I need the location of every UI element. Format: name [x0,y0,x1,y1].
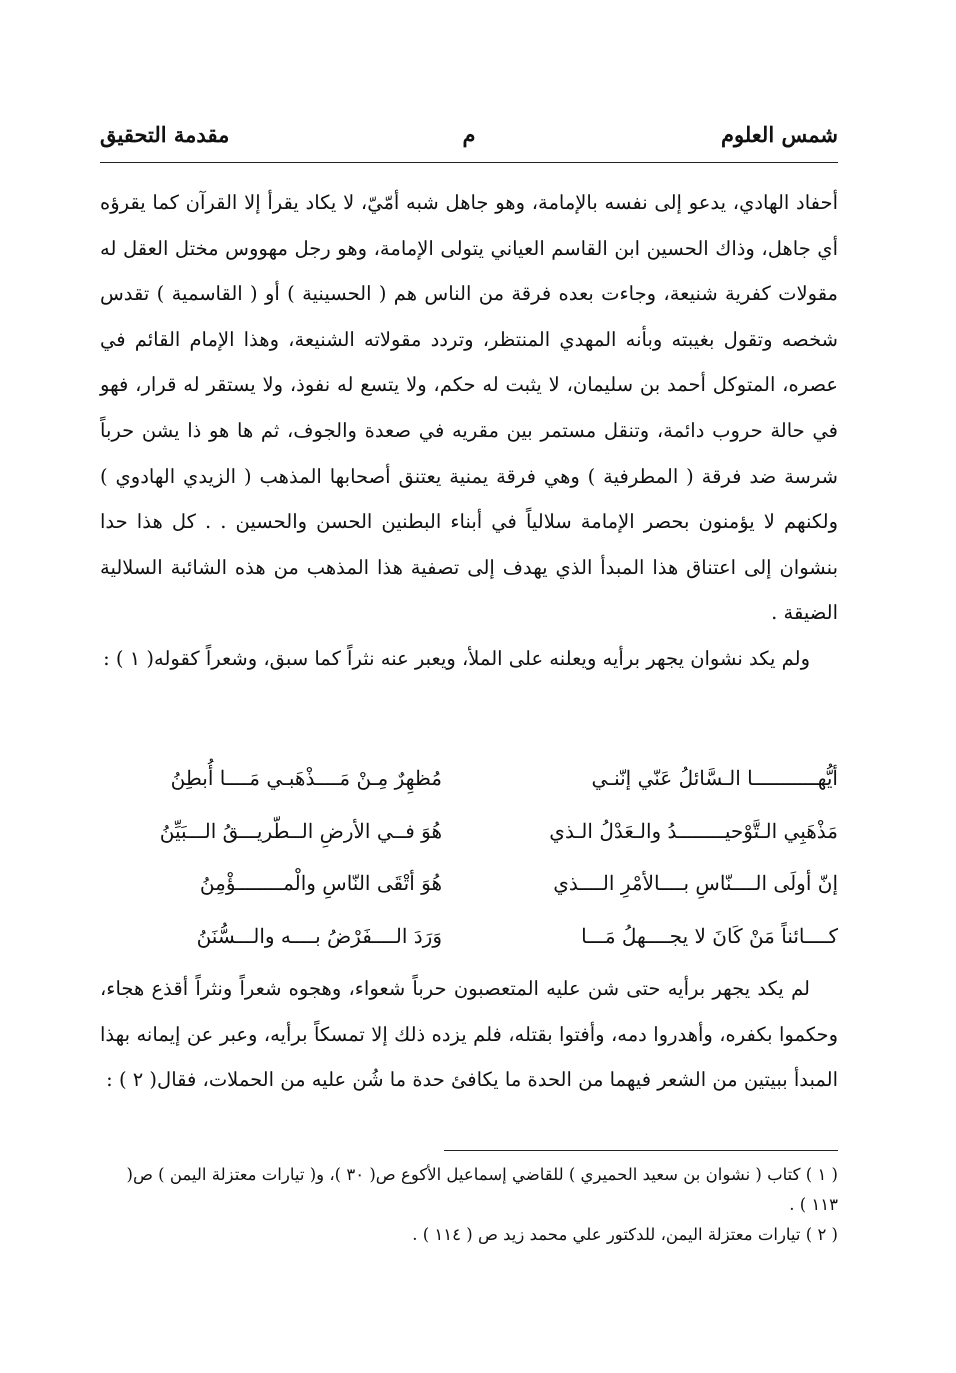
poem-verse [100,805,838,858]
main-text [100,180,838,682]
poem-verse [100,857,838,910]
header-divider [100,162,838,163]
poem-verse [100,910,838,963]
verse-first-hemistich: إنّ أولَى الــــنّاسِ بــــالأمْرِ الــــذي [553,871,838,895]
paragraph: لم يكد يجهر برأيه حتى شن عليه المتعصبون حرباً شعواء، وهجوه شعراً ونثراً أقذع هجاء، وحكموا بكفره، وأهدروا دمه، وأفتوا بقتله، فلم يزده ذلك إلا تمسكاً برأيه، وعبر عن إيمانه بهذا المبدأ ببيتين من الشعر فيهما من الحدة ما يكافئ حدة ما شُن عليه من الحملات، فقال( ٢ ) : [100,977,838,1092]
verse-first-hemistich: كــــائناً مَنْ كَانَ لا يجــــهلُ مَـــا [581,923,838,948]
verse-first-hemistich: مَذْهَبِي الـتَّوْحيــــــــدُ والـعَدْلُ الـذي [549,818,838,843]
paragraph: ولم يكد نشوان يجهر برأيه ويعلنه على الملأ، ويعبر عنه نثراً كما سبق، وشعراً كقوله( ١ ) : [103,646,810,670]
main-text-continued [100,966,838,1103]
footnote: ( ١ ) كتاب ( نشوان بن سعيد الحميري ) للقاضي إسماعيل الأكوع ص( ٣٠ )، و( تيارات معتزلة اليمن ) ص( ١١٣ ) . [126,1165,838,1214]
verse-first-hemistich: أيُّهـــــــــــا الـسَّائلُ عَنّي إنّنـي [591,766,838,790]
verse-second-hemistich: هُوَ أتْقَى النّاسِ والْمــــــــؤْمِنُ [199,871,442,895]
poem [100,752,838,962]
page-number: م [462,122,476,147]
running-header [100,116,838,156]
section-title: مقدمة التحقيق [100,122,230,147]
footnote-divider [444,1150,838,1151]
verse-second-hemistich: هُوَ فــي الأرضِ الــطّريـــقُ الـــبَيِّنُ [159,818,442,843]
paragraph: أحفاد الهادي، يدعو إلى نفسه بالإمامة، وهو جاهل شبه أمّيّ، لا يكاد يقرأ إلا القرآن كما يقرؤه أي جاهل، وذاك الحسين ابن القاسم العياني يتولى الإمامة، وهو رجل مهووس مختل العقل له مقولات كفرية شنيعة، وجاءت بعده فرقة من الناس هم ( الحسينية ) أو ( القاسمية ) تقدس شخصه وتقول بغيبته وبأنه المهدي المنتظر، وتردد مقولاته الشنيعة، وهذا الإمام القائم في عصره، المتوكل أحمد بن سليمان، لا يثبت له حكم، ولا يتسع له نفوذ، ولا يستقر له قرار، فهو في حالة حروب دائمة، وتنقل مستمر بين مقريه في صعدة والجوف، ثم ها هو ذا يشن حرباً شرسة ضد فرقة ( المطرفية ) وهي فرقة يمنية يعتنق أصحابها المذهب ( الزيدي الهادوي ) ولكنهم لا يؤمنون بحصر الإمامة سلالياً في أبناء البطنين الحسن والحسين . . كل هذا حدا بنشوان إلى اعتناق هذا المبدأ الذي يهدف إلى تصفية هذا المذهب من هذه الشائبة السلالية الضيقة . [100,191,838,625]
footnote: ( ٢ ) تيارات معتزلة اليمن، للدكتور علي محمد زيد ص ( ١١٤ ) . [412,1225,838,1244]
verse-second-hemistich: مُظهِرٌ مِـنْ مَــــذْهَبـي مَــــا أُبطِنُ [170,766,442,790]
book-title: شمس العلوم [721,122,838,147]
footnotes [100,1160,838,1250]
verse-second-hemistich: وَرَدَ الــــفَرْضُ بــــه والـــسُّنَنُ [196,923,442,948]
poem-verse [100,752,838,805]
